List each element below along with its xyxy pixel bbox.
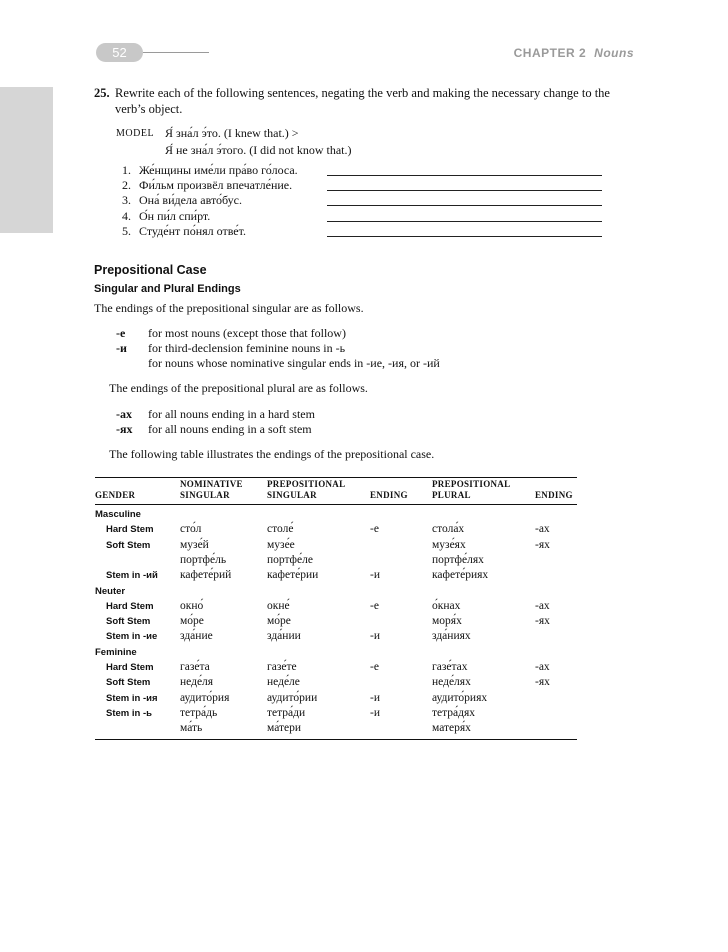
header-line: PLURAL [432,490,471,500]
cell-psg: газе́те [267,661,297,673]
stem-label: Stem in -ие [106,631,158,643]
answer-line[interactable] [327,175,602,176]
ending-desc: for all nouns ending in a hard stem [148,407,315,421]
list-item [122,209,602,224]
header-nom-sg [180,479,243,501]
table-row [95,614,577,629]
cell-ppl: матеря́х [432,722,471,735]
header-prep-sg [267,479,345,501]
cell-psg: портфе́ле [267,553,313,566]
list-item [122,178,602,193]
table-group-row [95,584,577,599]
header-rule [143,52,209,53]
cell-e1: -и [370,630,380,643]
cell-psg: музе́е [267,538,295,551]
item-text: Фи́льм произвёл впечатле́ние. [139,178,293,193]
cell-psg: мо́ре [267,615,291,628]
table-row [95,675,577,690]
stem-label: Soft Stem [106,616,151,628]
gender-group: Neuter [95,585,126,597]
table-rule [95,504,577,505]
item-number: 5. [122,223,131,238]
cell-ppl: о́кнах [432,599,461,612]
stem-label: Soft Stem [106,539,151,551]
ending-desc: for nouns whose nominative singular ends in -ие, -ия, or -ий [148,356,440,370]
ending-desc: for most nouns (except those that follow) [148,326,346,340]
gender-group: Feminine [95,646,137,658]
intro-plural: The endings of the prepositional plural are as follows. [109,381,368,395]
exercise-prompt [94,86,639,117]
cell-ppl: кафете́риях [432,569,489,582]
intro-table: The following table illustrates the endings of the prepositional case. [109,447,435,461]
cell-ppl: моря́х [432,615,462,628]
cell-nom: окно́ [180,599,204,612]
item-number: 1. [122,163,131,177]
answer-line[interactable] [327,236,602,237]
item-text: О́н пи́л спи́рт. [139,208,211,223]
ending-label: -и [116,341,127,355]
cell-psg: зда́нии [267,630,301,643]
stem-label: Hard Stem [106,524,154,536]
exercise-items [122,163,602,239]
list-item [122,193,602,208]
cell-nom: газе́та [180,661,210,673]
item-number: 3. [122,193,131,208]
table-row [95,599,577,614]
cell-e1: -е [370,523,379,536]
table-row [95,553,577,568]
section-subtitle: Singular and Plural Endings [94,283,241,295]
cell-e1: -и [370,706,380,719]
model-label: MODEL [116,128,155,139]
cell-nom: кафете́рий [180,569,232,582]
cell-e1: -и [370,691,380,704]
cell-e1: -е [370,599,379,612]
cell-nom: зда́ние [180,630,213,643]
cell-nom: аудито́рия [180,691,230,704]
header-ending-2: ENDING [535,490,573,500]
header-gender: GENDER [95,490,136,500]
table-row [95,691,577,706]
cell-nom: тетра́дь [180,706,218,719]
exercise-number: 25. [94,86,110,100]
cell-psg: столе́ [267,523,294,536]
header-line: PREPOSITIONAL [267,479,346,489]
gender-group: Masculine [95,509,141,520]
cell-psg: ма́тери [267,722,302,735]
cell-e1: -е [370,661,379,673]
section-label: Nouns [594,46,634,60]
exercise-instructions: Rewrite each of the following sentences, negating the verb and making the necessary change to the verb’s object. [115,86,610,116]
cell-psg: кафете́рии [267,569,319,582]
table-rule [95,477,577,478]
cell-psg: окне́ [267,599,290,612]
cell-ppl: зда́ниях [432,630,471,643]
header-line: SINGULAR [267,490,317,500]
cell-e2: -ах [535,599,550,612]
table-row [95,568,577,583]
ending-desc: for all nouns ending in a soft stem [148,422,312,436]
header-line: SINGULAR [180,490,230,500]
cell-psg: тетра́ди [267,706,306,719]
section-title: Prepositional Case [94,263,207,277]
cell-e1: -и [370,569,380,582]
side-tab [0,87,53,233]
header-prep-pl [432,479,510,501]
cell-e2: -ах [535,523,550,536]
cell-psg: неде́ле [267,676,300,689]
header-ending: ENDING [370,490,408,500]
cell-ppl: стола́х [432,523,465,536]
ending-label: -ях [116,422,133,436]
model-line-1: Я́ зна́л э́то. (I knew that.) > [165,126,299,140]
header-line: PREPOSITIONAL [432,479,511,489]
list-item [122,163,602,178]
table-group-row [95,645,577,660]
stem-label: Hard Stem [106,662,154,673]
chapter-label: CHAPTER 2 [513,46,587,60]
cell-nom: сто́л [180,523,202,536]
cell-nom: неде́ля [180,676,214,689]
table-rule [95,739,577,740]
table-group-row [95,507,577,522]
model-line-2: Я́ не зна́л э́того. (I did not know that.) [165,143,352,157]
cell-e2: -ях [535,676,550,689]
stem-label: Hard Stem [106,600,154,612]
answer-line[interactable] [327,221,602,222]
cell-nom: ма́ть [180,722,203,735]
cell-e2: -ях [535,615,550,628]
running-head [514,46,634,60]
table-row [95,706,577,721]
cell-e2: -ах [535,661,550,673]
item-text: Же́нщины име́ли пра́во го́лоса. [139,163,298,177]
stem-label: Stem in -ия [106,692,158,704]
cell-ppl: неде́лях [432,676,471,689]
cell-e2: -ях [535,538,550,551]
answer-line[interactable] [327,205,602,206]
header-line: NOMINATIVE [180,479,243,489]
cell-nom: музе́й [180,538,209,551]
cell-ppl: музе́ях [432,538,466,551]
item-number: 4. [122,208,131,223]
answer-line[interactable] [327,190,602,191]
item-text: Студе́нт по́нял отве́т. [139,223,246,238]
ending-label: -е [116,326,126,340]
page-number: 52 [96,43,143,62]
list-item [122,224,602,239]
table-row [95,538,577,553]
intro-singular: The endings of the prepositional singular are as follows. [94,301,364,315]
cell-nom: портфе́ль [180,553,227,566]
table-row [95,721,577,736]
item-text: Она́ ви́дела авто́бус. [139,193,243,208]
cell-ppl: аудито́риях [432,691,488,704]
stem-label: Soft Stem [106,677,151,689]
cell-nom: мо́ре [180,615,204,628]
table-row [95,629,577,644]
cell-psg: аудито́рии [267,691,318,704]
stem-label: Stem in -ь [106,707,152,719]
stem-label: Stem in -ий [106,570,158,582]
cell-ppl: тетра́дях [432,706,476,719]
table-row [95,660,577,675]
item-number: 2. [122,178,131,193]
table-row [95,522,577,537]
ending-desc: for third-declension feminine nouns in -ь [148,341,346,355]
cell-ppl: газе́тах [432,661,468,673]
ending-label: -ах [116,407,132,421]
cell-ppl: портфе́лях [432,553,484,566]
